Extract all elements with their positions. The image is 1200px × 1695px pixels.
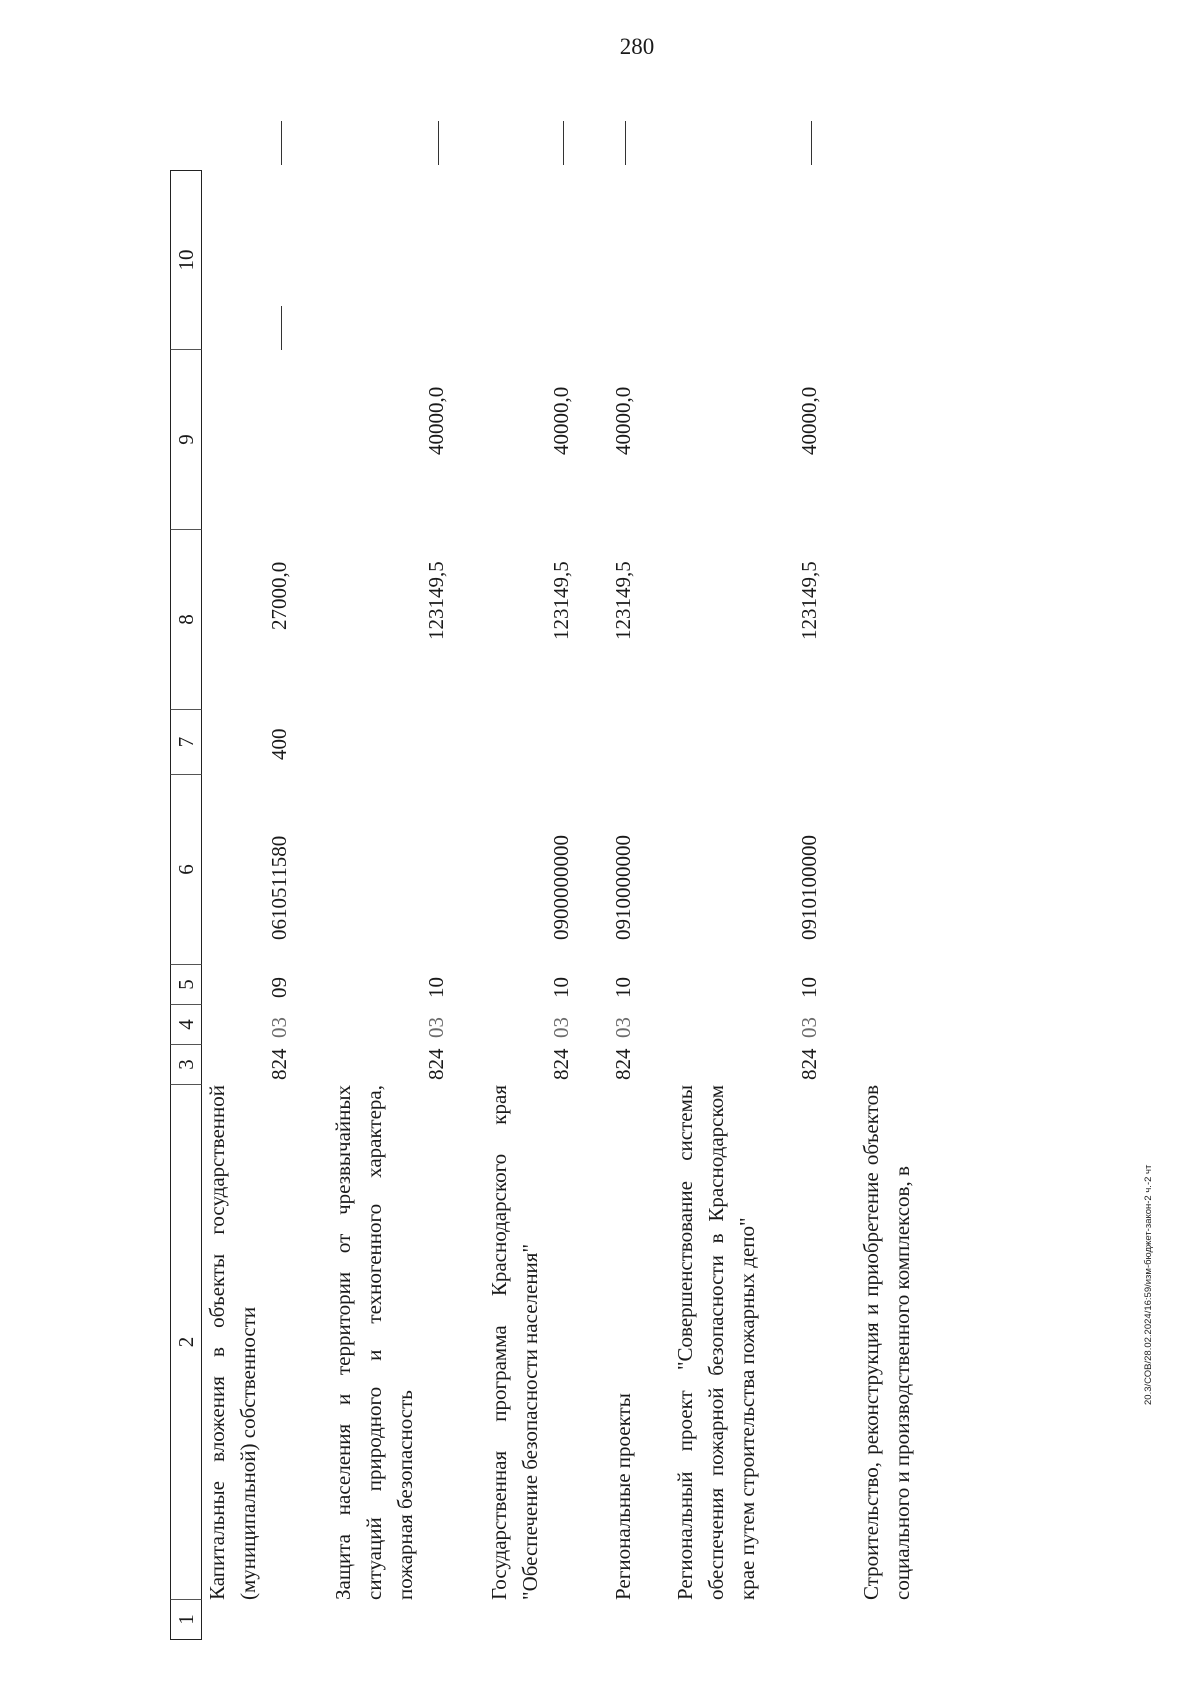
row-4-c9: 40000,0 (611, 386, 635, 455)
row-2-description: Защита населения и территории от чрезвычайных ситуаций природного и техногенного характера, пожарная безопасность (331, 1085, 417, 1600)
row-4-c3: 824 (611, 1048, 635, 1080)
row-2-c5: 10 (424, 977, 448, 998)
row-2-c9: 40000,0 (424, 386, 448, 455)
col-header-7: 7 (170, 710, 202, 775)
col-header-2: 2 (170, 1085, 202, 1600)
row-4-description: Региональные проекты (611, 1393, 635, 1600)
row-4-c4: 03 (611, 1017, 635, 1038)
row-6-description: Строительство, реконструкция и приобретение объектов социального и производственного комплексов, в (859, 1085, 914, 1600)
col-header-4: 4 (170, 1005, 202, 1045)
row-1-c9-dash (281, 306, 282, 350)
row-4-c10-dash (625, 121, 626, 165)
row-5-c5: 10 (797, 977, 821, 998)
row-2-c10-dash (438, 121, 439, 165)
row-3-c5: 10 (549, 977, 573, 998)
row-5-c10-dash (811, 121, 812, 165)
row-5-description: Региональный проект "Совершенствование системы обеспечения пожарной безопасности в Краснодарском крае путем строительства пожарных депо" (673, 1085, 759, 1600)
row-4-c8: 123149,5 (611, 561, 635, 640)
row-5-c3: 824 (797, 1048, 821, 1080)
page-number: 280 (619, 34, 655, 59)
side-note-text: 20.3/СОВ/28.02.2024/16:59/изм-бюджет-закон-2 ч.-2 чт (1143, 1164, 1154, 1405)
budget-table (170, 80, 950, 1640)
row-1-c8: 27000,0 (267, 561, 291, 630)
col-header-10: 10 (170, 170, 202, 350)
row-4-c6: 0910000000 (611, 835, 635, 940)
col-header-8: 8 (170, 530, 202, 710)
row-3-c10-dash (563, 121, 564, 165)
col-header-9: 9 (170, 350, 202, 530)
row-1-c5: 09 (267, 977, 291, 998)
row-1-c7: 400 (267, 728, 291, 760)
row-2-c4: 03 (424, 1017, 448, 1038)
row-1-c10-dash (281, 121, 282, 165)
row-1-c3: 824 (267, 1048, 291, 1080)
col-header-6: 6 (170, 775, 202, 965)
row-3-c3: 824 (549, 1048, 573, 1080)
budget-table-rotated (170, 80, 950, 1640)
col-header-5: 5 (170, 965, 202, 1005)
row-5-c8: 123149,5 (797, 561, 821, 640)
col-header-1: 1 (170, 1600, 202, 1640)
row-3-c6: 0900000000 (549, 835, 573, 940)
row-1-c4: 03 (267, 1017, 291, 1038)
row-2-c3: 824 (424, 1048, 448, 1080)
row-1-c6: 0610511580 (267, 835, 291, 940)
row-3-c9: 40000,0 (549, 386, 573, 455)
row-1-description: Капитальные вложения в объекты государственной (муниципальной) собственности (205, 1085, 260, 1600)
row-4-c5: 10 (611, 977, 635, 998)
row-3-description: Государственная программа Краснодарского края "Обеспечение безопасности населения" (487, 1085, 542, 1600)
row-2-c8: 123149,5 (424, 561, 448, 640)
row-3-c8: 123149,5 (549, 561, 573, 640)
col-header-3: 3 (170, 1045, 202, 1085)
row-3-c4: 03 (549, 1017, 573, 1038)
row-5-c4: 03 (797, 1017, 821, 1038)
row-5-c9: 40000,0 (797, 386, 821, 455)
row-5-c6: 0910100000 (797, 835, 821, 940)
